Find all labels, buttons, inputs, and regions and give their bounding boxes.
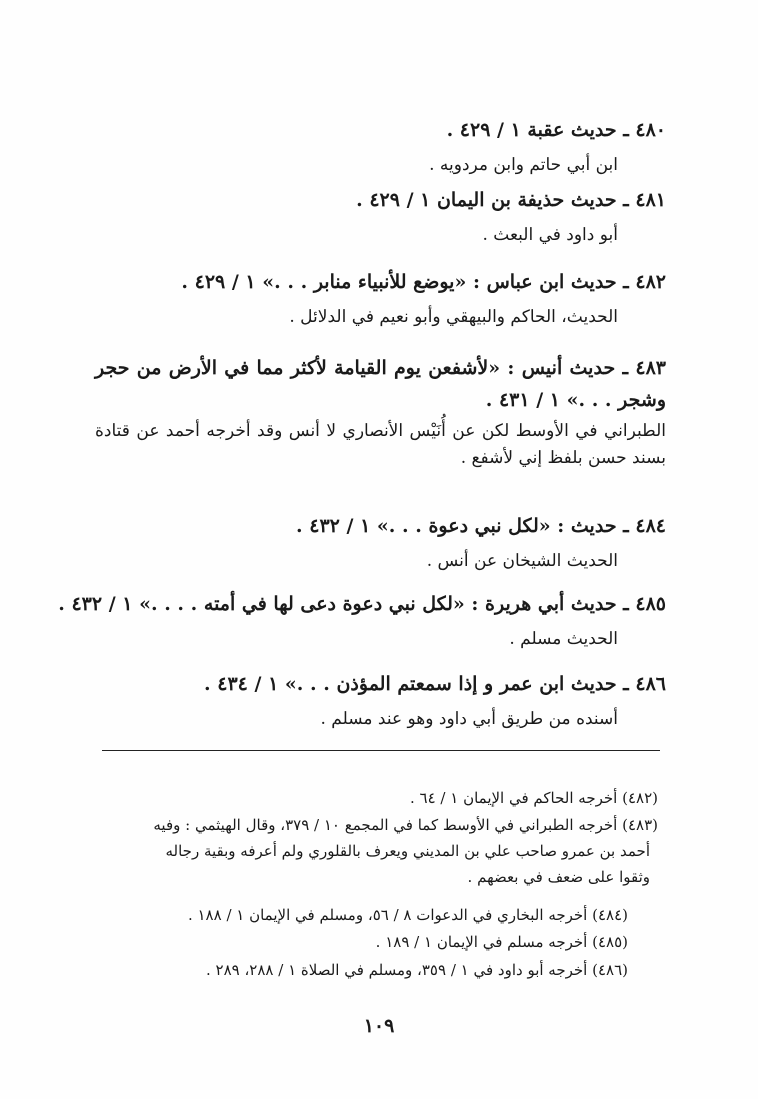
entry-heading: ٤٨٣ ـ حديث أنيس : «لأشفعن يوم القيامة لأكثر مما في الأرض من حجر وشجر . . .» ١ / ٤٣١ .	[95, 357, 666, 411]
entry-484	[95, 512, 666, 575]
footnote-text: (٤٨٣) أخرجه الطبراني في الأوسط كما في المجمع ١٠ / ٣٧٩، وقال الهيثمي : وفيه	[153, 816, 658, 834]
footnote-text: (٤٨٥) أخرجه مسلم في الإيمان ١ / ١٨٩ .	[375, 933, 628, 951]
footnote-text: (٤٨٦) أخرجه أبو داود في ١ / ٣٥٩، ومسلم في الصلاة ١ / ٢٨٨، ٢٨٩ .	[205, 961, 628, 979]
footnote-text-cont: وثقوا على ضعف في بعضهم .	[467, 868, 650, 886]
footnote-484	[98, 902, 628, 928]
entry-480	[95, 116, 666, 179]
entry-heading: ٤٨٤ ـ حديث : «لكل نبي دعوة . . .» ١ / ٤٣٢ .	[296, 515, 666, 537]
entry-detail: الحديث مسلم .	[509, 629, 618, 649]
footnote-text: (٤٨٢) أخرجه الحاكم في الإيمان ١ / ٦٤ .	[409, 789, 658, 807]
entry-heading: ٤٨٢ ـ حديث ابن عباس : «يوضع للأنبياء منابر . . .» ١ / ٤٢٩ .	[181, 271, 666, 293]
entry-485	[58, 590, 666, 653]
entry-detail: الطبراني في الأوسط لكن عن أُنَيْس الأنصاري لا أنس وقد أخرجه أحمد عن قتادة بسند حسن بلفظ إني لأشفع .	[95, 421, 666, 468]
entry-483	[95, 352, 666, 472]
entry-heading: ٤٨٦ ـ حديث ابن عمر و إذا سمعتم المؤذن . . .» ١ / ٤٣٤ .	[204, 673, 666, 695]
page-number: ١٠٩	[363, 1015, 395, 1037]
entry-heading: ٤٨٠ ـ حديث عقبة ١ / ٤٢٩ .	[446, 119, 666, 141]
entry-482	[95, 268, 666, 331]
footnote-486	[98, 957, 628, 983]
footnote-485	[98, 929, 628, 955]
footnote-483	[98, 812, 658, 890]
entry-481	[95, 186, 666, 249]
entry-detail: ابن أبي حاتم وابن مردويه .	[429, 155, 618, 175]
entry-heading: ٤٨١ ـ حديث حذيفة بن اليمان ١ / ٤٢٩ .	[356, 189, 666, 211]
entry-detail: أبو داود في البعث .	[482, 225, 618, 245]
footnote-text-cont: أحمد بن عمرو صاحب علي بن المديني ويعرف بالقلوري ولم أعرفه وبقية رجاله	[165, 842, 650, 860]
footnote-separator	[102, 750, 660, 751]
entry-detail: الحديث، الحاكم والبيهقي وأبو نعيم في الدلائل .	[289, 307, 618, 327]
entry-486	[95, 670, 666, 733]
footnote-482	[98, 785, 658, 811]
entry-detail: الحديث الشيخان عن أنس .	[426, 551, 618, 571]
footnote-text: (٤٨٤) أخرجه البخاري في الدعوات ٨ / ٥٦، ومسلم في الإيمان ١ / ١٨٨ .	[187, 906, 628, 924]
entry-heading: ٤٨٥ ـ حديث أبي هريرة : «لكل نبي دعوة دعى لها في أمته . . . .» ١ / ٤٣٢ .	[58, 593, 666, 615]
entry-detail: أسنده من طريق أبي داود وهو عند مسلم .	[320, 709, 618, 729]
